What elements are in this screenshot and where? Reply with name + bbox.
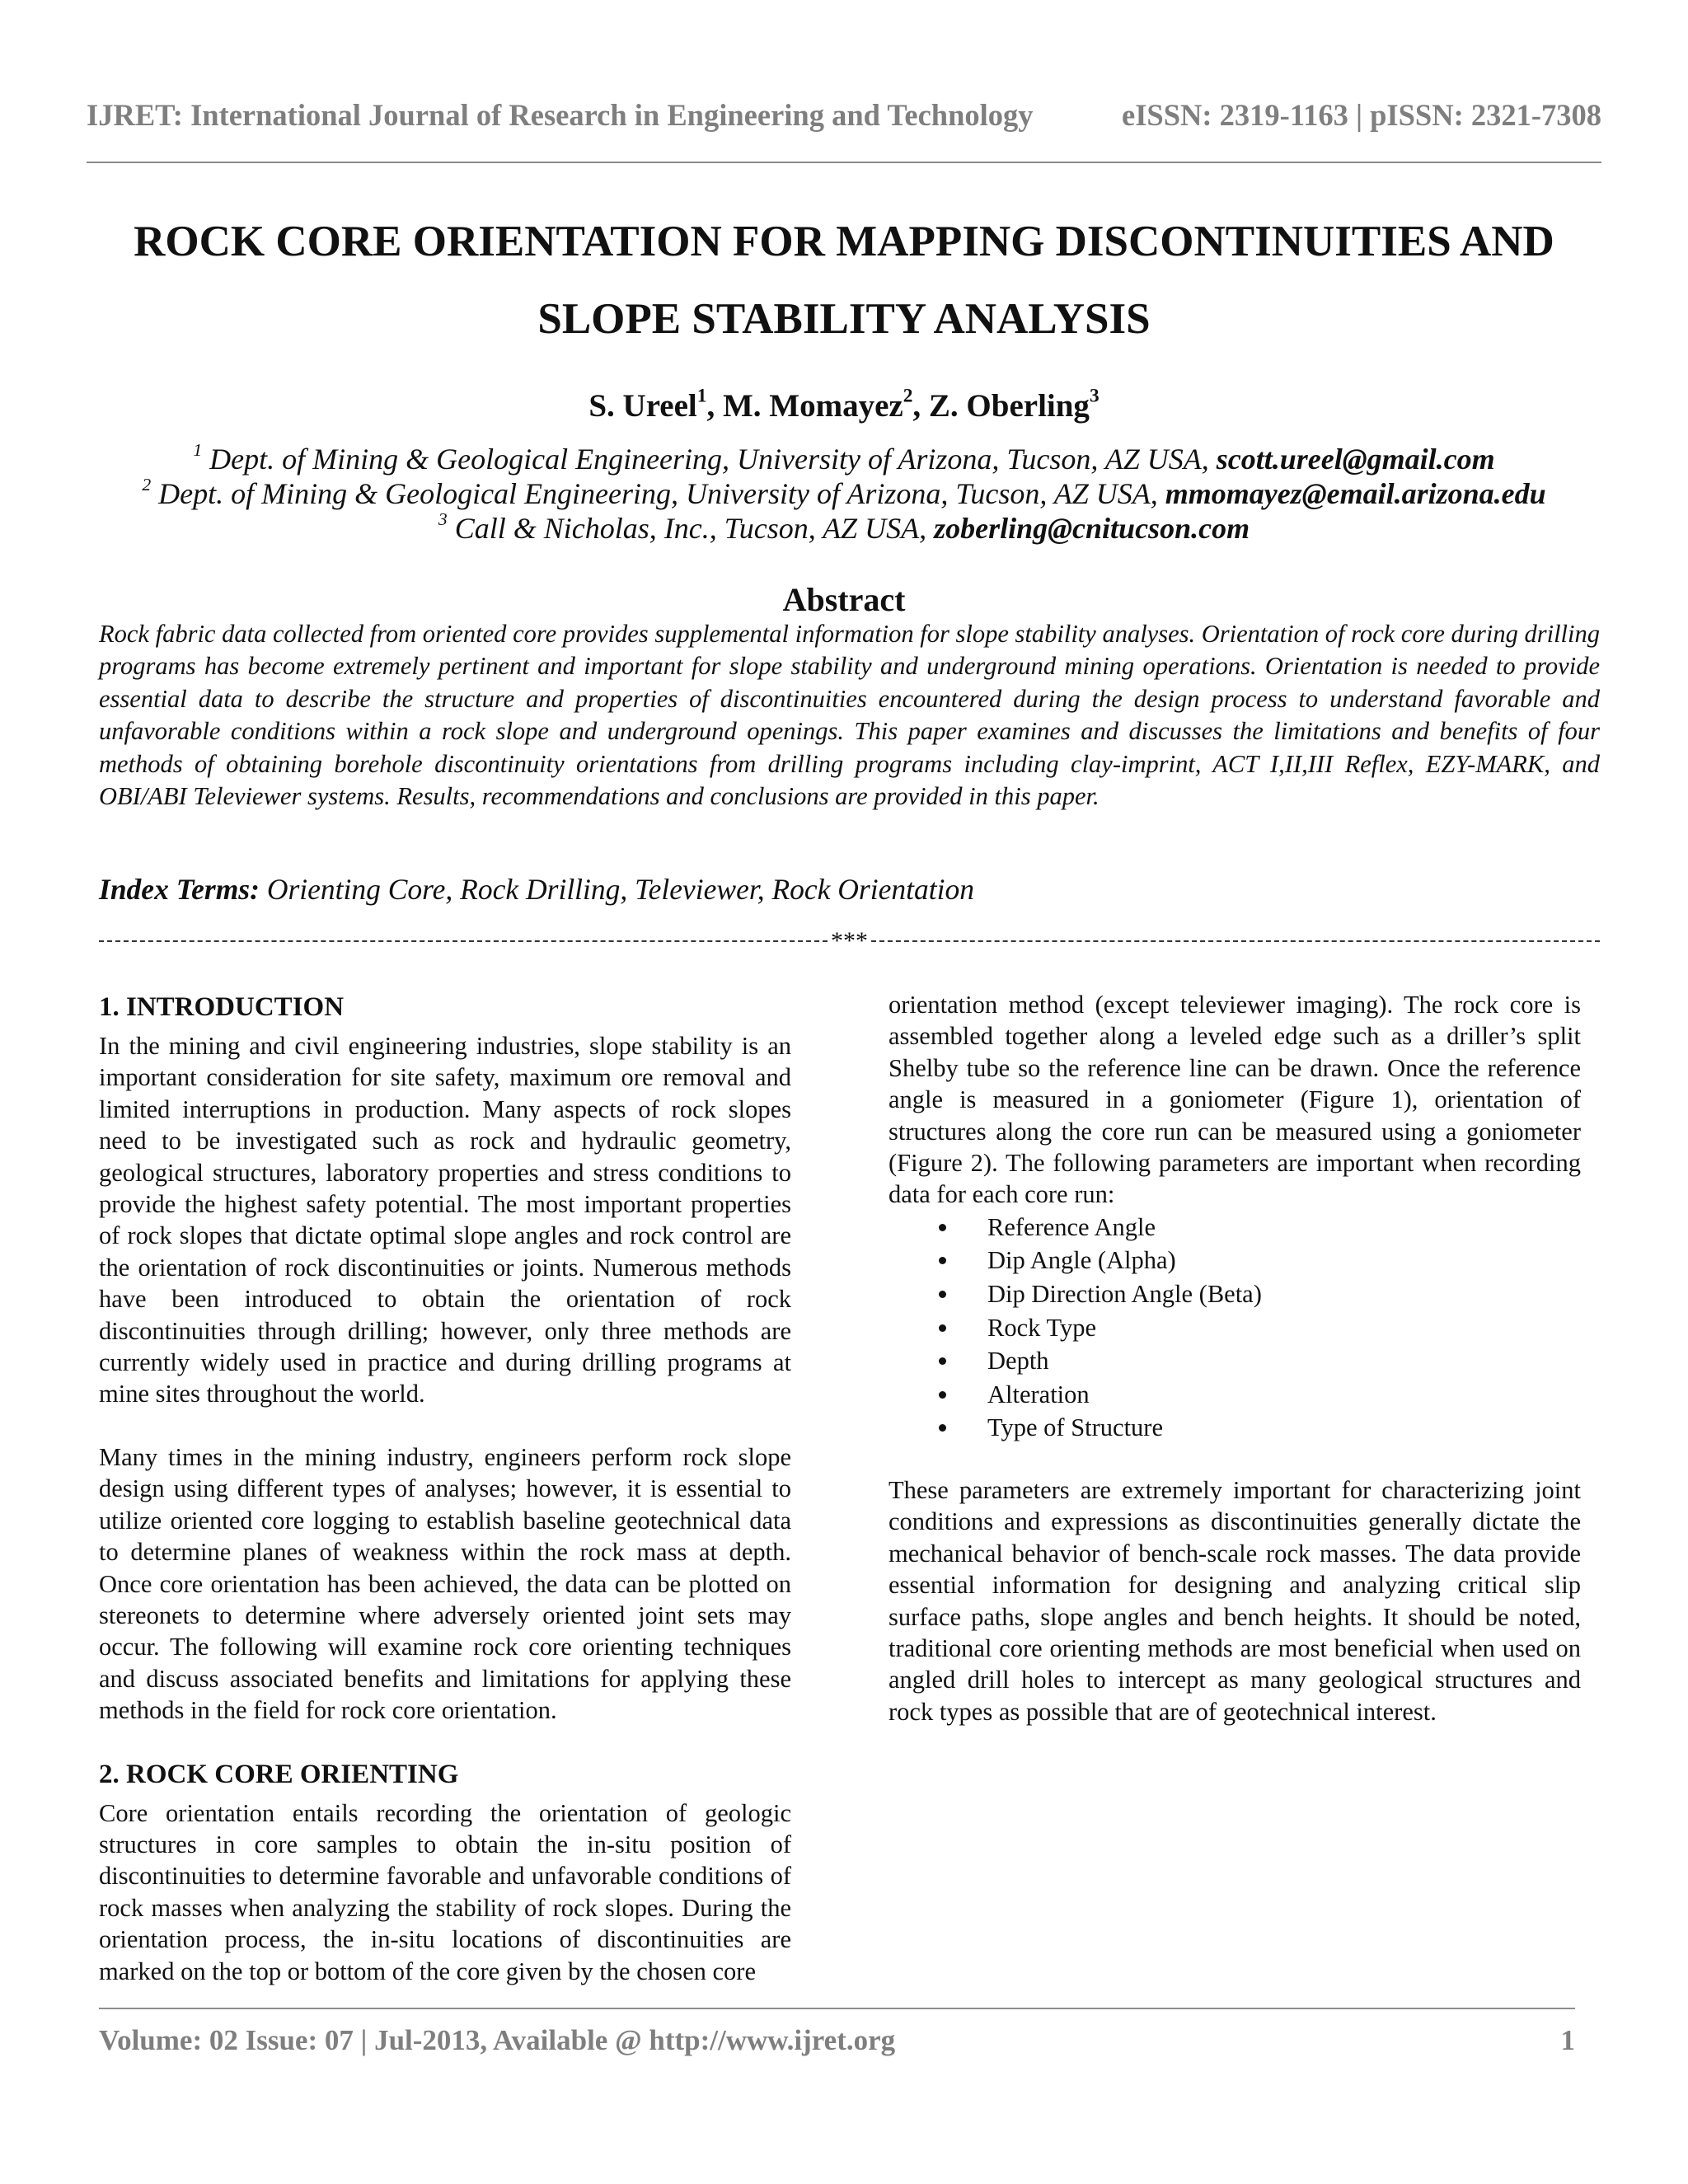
author-3-marker: 3	[1089, 385, 1100, 407]
separator-dashes-left	[99, 940, 828, 942]
author-3: Z. Oberling	[928, 388, 1090, 424]
author-1-marker: 1	[696, 385, 707, 407]
title-line-1: ROCK CORE ORIENTATION FOR MAPPING DISCONTINUITIES AND	[134, 218, 1554, 265]
author-1: S. Ureel	[588, 388, 697, 424]
list-item: Depth	[889, 1344, 1581, 1378]
intro-paragraph-2: Many times in the mining industry, engineers perform rock slope design using different types of analyses; however, it is essential to utilize oriented core logging to establish baseline geotechnical data to determine planes of weakness within the rock mass at depth. Once core orientation has been achieved, the data can be plotted on stereonets to determine where adversely oriented joint sets may occur. The following will examine rock core orienting techniques and discuss associated benefits and limitations for applying these methods in the field for rock core orientation.	[99, 1442, 791, 1725]
paper-title	[58, 203, 1630, 358]
page-number: 1	[1560, 2024, 1575, 2056]
footer-rule	[99, 2008, 1575, 2009]
author-list: S. Ureel$^1$, M. Momayez$^2$, Z. Oberling$^3$	[588, 385, 1100, 424]
running-header	[87, 97, 1601, 133]
list-item: Rock Type	[889, 1311, 1581, 1345]
separator-stars: ***	[831, 927, 868, 954]
parameter-list	[889, 1211, 1581, 1445]
page-footer	[99, 2024, 1575, 2057]
journal-name: IJRET: International Journal of Research in Engineering and Technology	[87, 98, 1034, 132]
rock-core-orienting-paragraph-2: These parameters are extremely important for characterizing joint conditions and expressions as discontinuities generally dictate the mechanical behavior of bench-scale rock masses. The data provide essential information for designing and analyzing critical slip surface paths, slope angles and bench heights. It should be noted, traditional core orienting methods are most beneficial when used on angled drill holes to intercept as many geological structures and rock types as possible that are of geotechnical interest.	[889, 1476, 1581, 1726]
list-item: Dip Direction Angle (Beta)	[889, 1277, 1581, 1311]
right-column	[889, 989, 1581, 1727]
index-terms-label: Index Terms:	[99, 873, 260, 906]
section-heading-rock-core-orienting: 2. ROCK CORE ORIENTING	[99, 1759, 459, 1789]
section-separator	[99, 925, 1600, 958]
list-item: Type of Structure	[889, 1411, 1581, 1445]
email-link[interactable]: scott.ureel@gmail.com	[1216, 443, 1495, 476]
list-item: Alteration	[889, 1378, 1581, 1412]
issn-numbers: eISSN: 2319-1163 | pISSN: 2321-7308	[1122, 98, 1601, 132]
index-terms	[99, 872, 974, 907]
email-link[interactable]: mmomayez@email.arizona.edu	[1165, 477, 1546, 510]
affiliations	[49, 439, 1639, 546]
author-2-marker: 2	[903, 385, 913, 407]
section-heading-introduction: 1. INTRODUCTION	[99, 992, 345, 1022]
header-rule	[87, 162, 1601, 163]
footer-volume-info: Volume: 02 Issue: 07 | Jul-2013, Available @ http://www.ijret.org	[99, 2024, 896, 2056]
intro-paragraph-1: In the mining and civil engineering industries, slope stability is an important consideration for site safety, maximum ore removal and limited interruptions in production. Many aspects of rock slopes need to be investigated such as rock and hydraulic geometry, geological structures, laboratory properties and stress conditions to provide the highest safety potential. The most important properties of rock slopes that dictate optimal slope angles and rock control are the orientation of rock discontinuities or joints. Numerous methods have been introduced to obtain the orientation of rock discontinuities through drilling; however, only three methods are currently widely used in practice and during drilling programs at mine sites throughout the world.	[99, 1032, 791, 1408]
rock-core-orienting-paragraph-1: Core orientation entails recording the orientation of geologic structures in core samples to obtain the in-situ position of discontinuities to determine favorable and unfavorable conditions of rock masses when analyzing the stability of rock slopes. During the orientation process, the in-situ locations of discontinuities are marked on the top or bottom of the core given by the chosen core	[99, 1798, 791, 1985]
affiliation-2: $^2$ Dept. of Mining & Geological Engineering, University of Arizona, Tucson, AZ USA, mmomayez@email.arizona.edu	[142, 474, 1546, 510]
list-item: Dip Angle (Alpha)	[889, 1244, 1581, 1277]
title-line-2: SLOPE STABILITY ANALYSIS	[537, 295, 1151, 343]
list-item: Reference Angle	[889, 1211, 1581, 1244]
affiliation-1: $^1$ Dept. of Mining & Geological Engineering, University of Arizona, Tucson, AZ USA, scott.ureel@gmail.com	[193, 439, 1495, 476]
left-column	[99, 991, 791, 1987]
rock-core-orienting-paragraph-1-continued: orientation method (except televiewer imaging). The rock core is assembled together along a leveled edge such as a driller’s split Shelby tube so the reference line can be drawn. Once the reference angle is measured in a goniometer (Figure 1), orientation of structures along the core run can be measured using a goniometer (Figure 2). The following parameters are important when recording data for each core run:	[889, 991, 1581, 1209]
author-2: M. Momayez	[722, 388, 903, 424]
abstract-heading: Abstract	[782, 581, 906, 618]
abstract-text: Rock fabric data collected from oriented core provides supplemental information for slope stability analyses. Orientation of rock core during drilling programs has become extremely pertinent and important for slope stability and underground mining operations. Orientation is needed to provide essential data to describe the structure and properties of discontinuities encountered during the design process to understand favorable and unfavorable conditions within a rock slope and underground openings. This paper examines and discusses the limitations and benefits of four methods of obtaining borehole discontinuity orientations from drilling programs including clay-imprint, ACT I,II,III Reflex, EZY-MARK, and OBI/ABI Televiewer systems. Results, recommendations and conclusions are provided in this paper.	[99, 620, 1600, 811]
index-terms-text: Orienting Core, Rock Drilling, Televiewer, Rock Orientation	[266, 873, 974, 906]
separator-dashes-right	[871, 940, 1600, 942]
email-link[interactable]: zoberling@cnitucson.com	[934, 512, 1250, 545]
affiliation-3: $^3$ Call & Nicholas, Inc., Tucson, AZ USA, zoberling@cnitucson.com	[438, 509, 1250, 545]
